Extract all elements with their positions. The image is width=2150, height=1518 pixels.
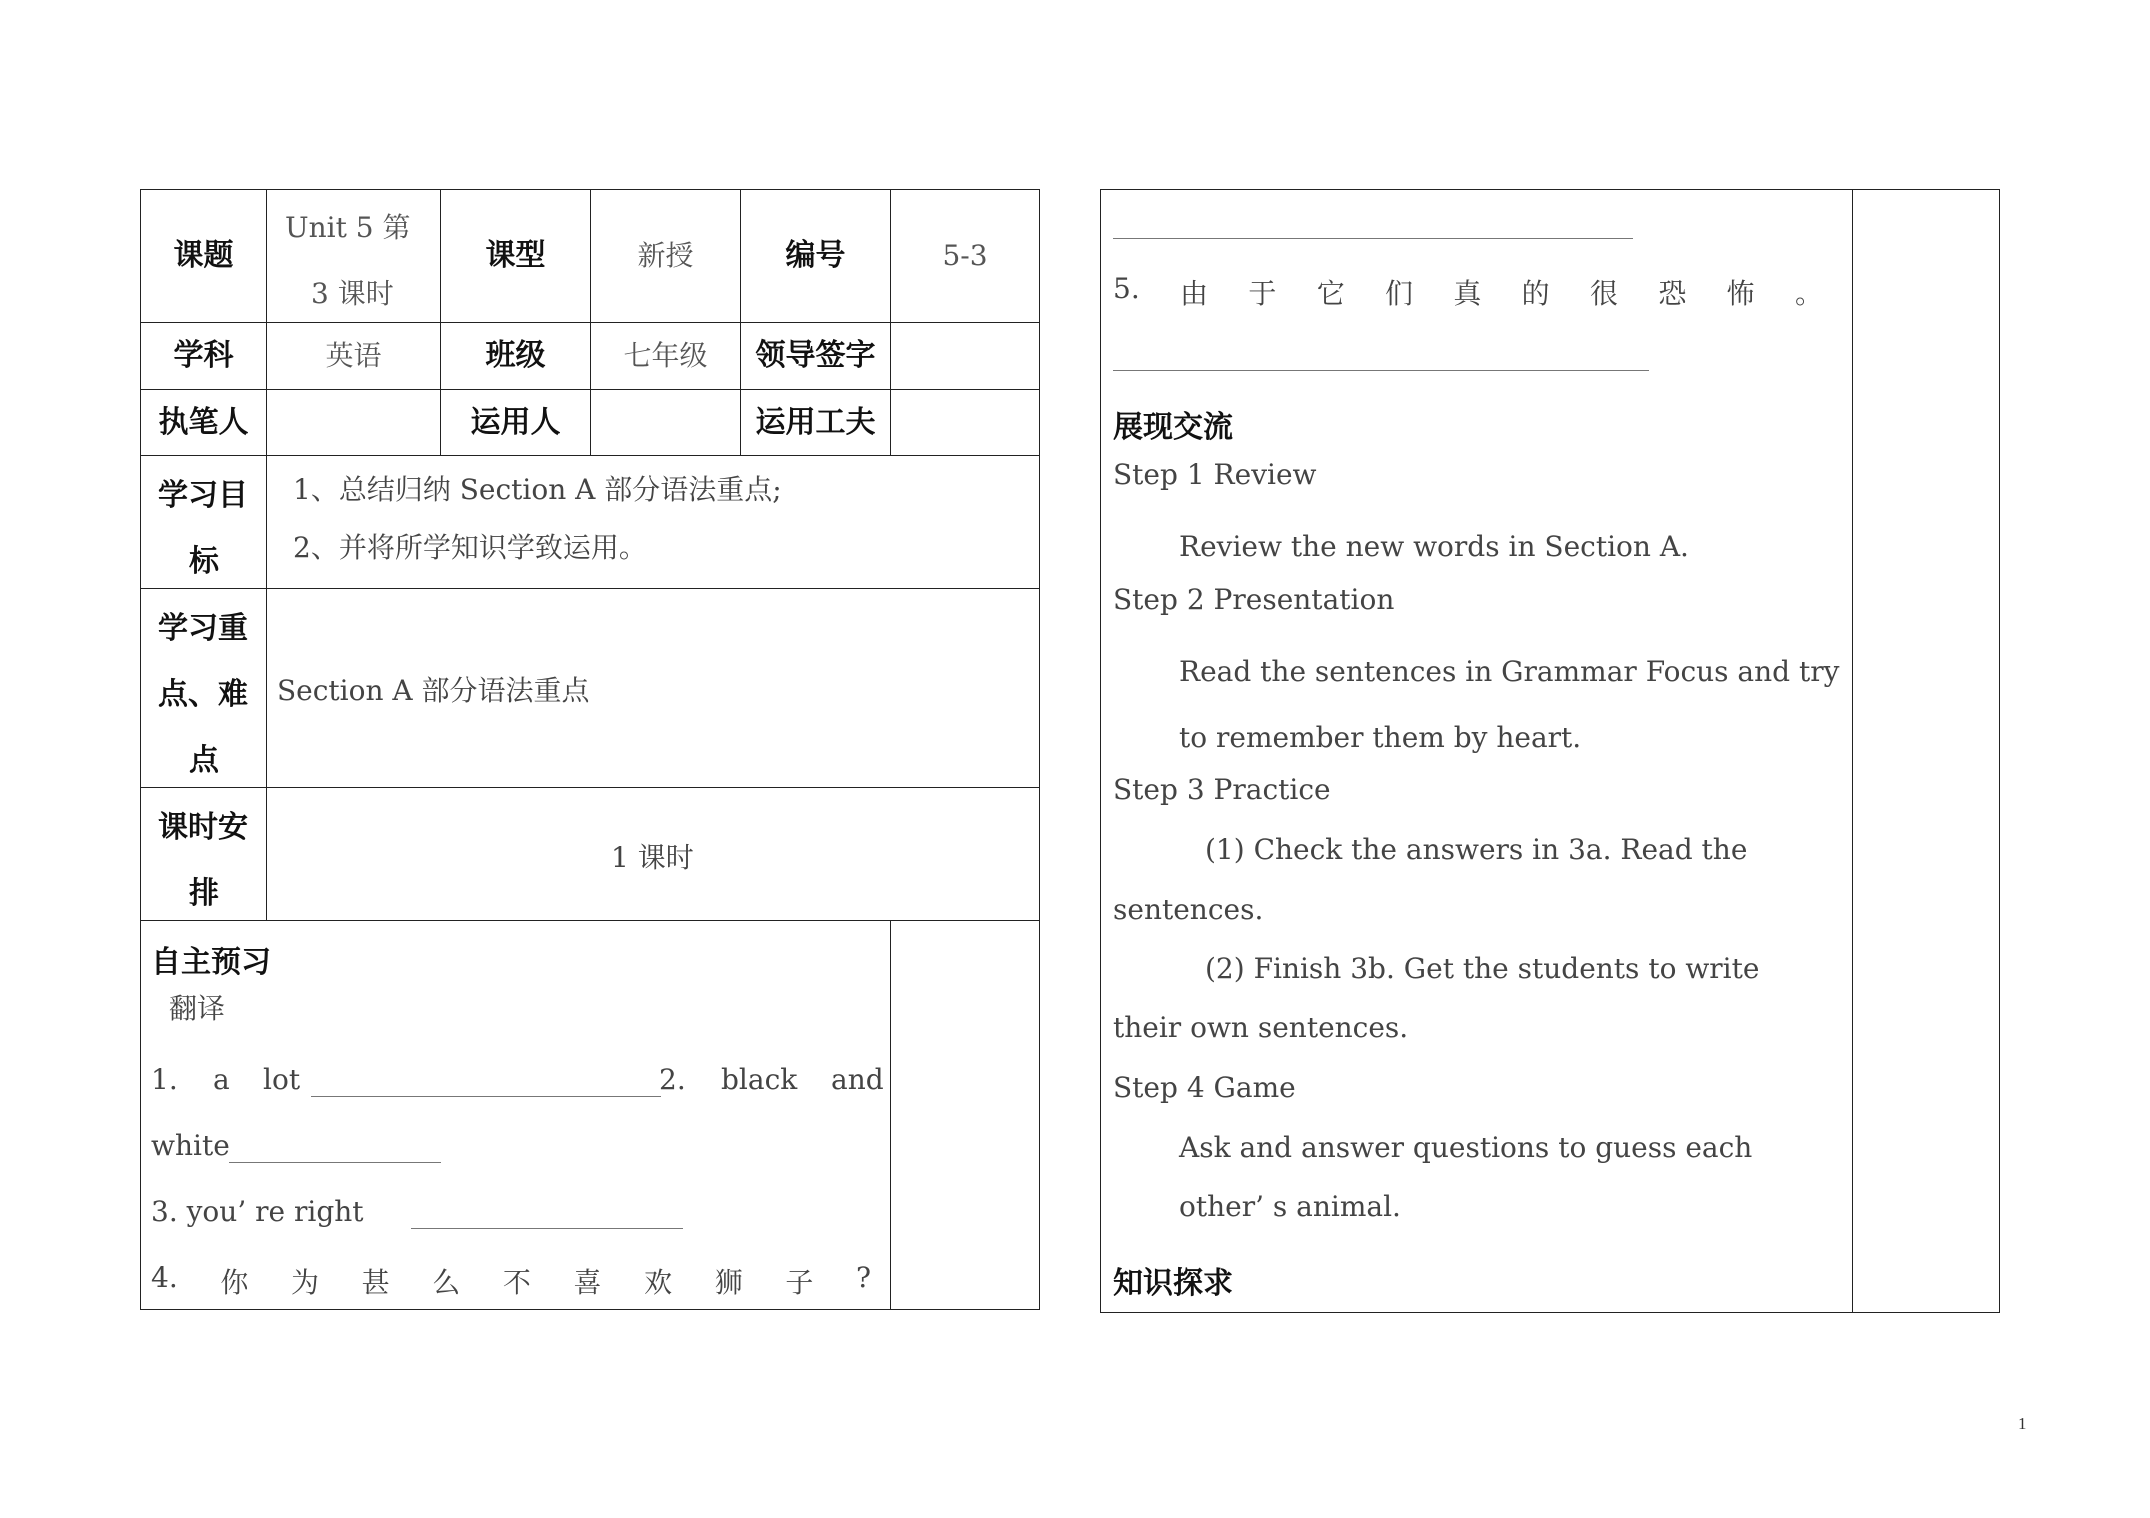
q4-char: 欢 xyxy=(644,1266,673,1299)
q5-char: 的 xyxy=(1521,277,1550,310)
key-points-text: Section A 部分语法重点 xyxy=(277,674,590,707)
q4-answer-blank[interactable] xyxy=(1113,238,1633,239)
goals-content xyxy=(267,456,1039,589)
q4-char: ? xyxy=(855,1261,871,1294)
q4-char: 狮 xyxy=(714,1266,743,1299)
goal-item-2: 2、并将所学知识学致运用。 xyxy=(293,531,647,564)
author-value xyxy=(267,390,441,456)
exchange-side-cell xyxy=(1853,190,1999,1312)
code-label: 编号 xyxy=(741,190,891,323)
step2-text-line1: Read the sentences in Grammar Focus and try xyxy=(1179,655,1840,688)
knowledge-heading: 知识探求 xyxy=(1113,1266,1233,1301)
q4-char: 甚 xyxy=(361,1266,390,1299)
q1-number: 1. xyxy=(151,1063,178,1096)
q4-char: 你 xyxy=(220,1266,249,1299)
q5-char: 怖 xyxy=(1726,277,1755,310)
key-points-label-line3: 点 xyxy=(189,743,219,778)
step1-text: Review the new words in Section A. xyxy=(1179,530,1689,563)
key-points-content xyxy=(267,589,1039,788)
q5-line xyxy=(1113,272,1823,312)
q5-char: 们 xyxy=(1385,277,1414,310)
step2-text-line2: to remember them by heart. xyxy=(1179,721,1582,754)
topic-value xyxy=(267,190,441,323)
time-value xyxy=(891,390,1039,456)
topic-value-line2: 3 课时 xyxy=(311,277,394,310)
schedule-text: 1 课时 xyxy=(611,841,694,874)
q2-word-white: white xyxy=(151,1129,230,1162)
q4-char: 子 xyxy=(785,1266,814,1299)
q3-answer-blank[interactable] xyxy=(411,1228,683,1229)
q5-answer-blank[interactable] xyxy=(1113,370,1649,371)
q2-word-black: black xyxy=(721,1063,798,1096)
goals-label xyxy=(141,456,267,589)
class-value: 七年级 xyxy=(591,323,741,390)
preview-subheading: 翻译 xyxy=(169,992,226,1025)
q5-char: 它 xyxy=(1316,277,1345,310)
q1-answer-blank[interactable] xyxy=(311,1096,661,1097)
subject-label: 学科 xyxy=(141,323,267,390)
q4-line xyxy=(151,1261,871,1301)
key-points-label-line1: 学习重 xyxy=(158,611,248,646)
q1-word-a: a xyxy=(213,1063,230,1096)
q4-char: 不 xyxy=(502,1266,531,1299)
schedule-label-line2: 排 xyxy=(189,876,219,911)
preview-heading: 自主预习 xyxy=(151,945,271,980)
q2-word-and: and xyxy=(831,1063,884,1096)
step3-item2-line2: their own sentences. xyxy=(1113,1011,1409,1044)
step4-text-line2: other’ s animal. xyxy=(1179,1190,1401,1223)
step3-item2-line1: (2) Finish 3b. Get the students to write xyxy=(1205,952,1760,985)
leader-sign-label: 领导签字 xyxy=(741,323,891,390)
step2-title: Step 2 Presentation xyxy=(1113,583,1395,616)
q4-char: 4. xyxy=(151,1261,178,1294)
q5-char: 很 xyxy=(1590,277,1619,310)
goal-item-1: 1、总结归纳 Section A 部分语法重点; xyxy=(293,473,782,506)
key-points-label xyxy=(141,589,267,788)
schedule-content xyxy=(267,788,1039,921)
q5-char: 由 xyxy=(1180,277,1209,310)
q4-char: 么 xyxy=(432,1266,461,1299)
type-value: 新授 xyxy=(591,190,741,323)
lesson-plan-table-right xyxy=(1100,189,2000,1313)
q4-char: 为 xyxy=(290,1266,319,1299)
step4-text-line1: Ask and answer questions to guess each xyxy=(1179,1131,1753,1164)
step3-item1-line2: sentences. xyxy=(1113,893,1264,926)
subject-value: 英语 xyxy=(267,323,441,390)
step4-title: Step 4 Game xyxy=(1113,1071,1296,1104)
page-number: 1 xyxy=(2018,1414,2027,1433)
schedule-label-line1: 课时安 xyxy=(158,810,248,845)
step3-title: Step 3 Practice xyxy=(1113,773,1331,806)
q5-char: 5. xyxy=(1113,272,1140,305)
time-label: 运用工夫 xyxy=(741,390,891,456)
code-value: 5-3 xyxy=(891,190,1039,323)
exchange-main-cell xyxy=(1101,190,1853,1312)
key-points-label-line2: 点、难 xyxy=(158,677,248,712)
topic-value-line1: Unit 5 第 xyxy=(285,211,411,244)
user-value xyxy=(591,390,741,456)
author-label: 执笔人 xyxy=(141,390,267,456)
class-label: 班级 xyxy=(441,323,591,390)
goals-label-line1: 学习目 xyxy=(158,478,248,513)
schedule-label xyxy=(141,788,267,921)
lesson-plan-table-left xyxy=(140,189,1040,1310)
q5-char: 。 xyxy=(1794,277,1823,310)
user-label: 运用人 xyxy=(441,390,591,456)
q5-char: 恐 xyxy=(1658,277,1687,310)
goals-label-line2: 标 xyxy=(189,544,219,579)
q2-number: 2. xyxy=(659,1063,686,1096)
topic-label: 课题 xyxy=(141,190,267,323)
q5-char: 于 xyxy=(1248,277,1277,310)
step3-item1-line1: (1) Check the answers in 3a. Read the xyxy=(1205,833,1748,866)
leader-sign-value xyxy=(891,323,1039,390)
q2-answer-blank[interactable] xyxy=(229,1162,441,1163)
q4-char: 喜 xyxy=(573,1266,602,1299)
q5-char: 真 xyxy=(1453,277,1482,310)
q1-word-lot: lot xyxy=(263,1063,301,1096)
preview-cell xyxy=(141,921,891,1309)
exchange-heading: 展现交流 xyxy=(1113,410,1233,445)
type-label: 课型 xyxy=(441,190,591,323)
preview-side-cell xyxy=(891,921,1039,1309)
q3-text: 3. you’ re right xyxy=(151,1195,364,1228)
step1-title: Step 1 Review xyxy=(1113,458,1317,491)
